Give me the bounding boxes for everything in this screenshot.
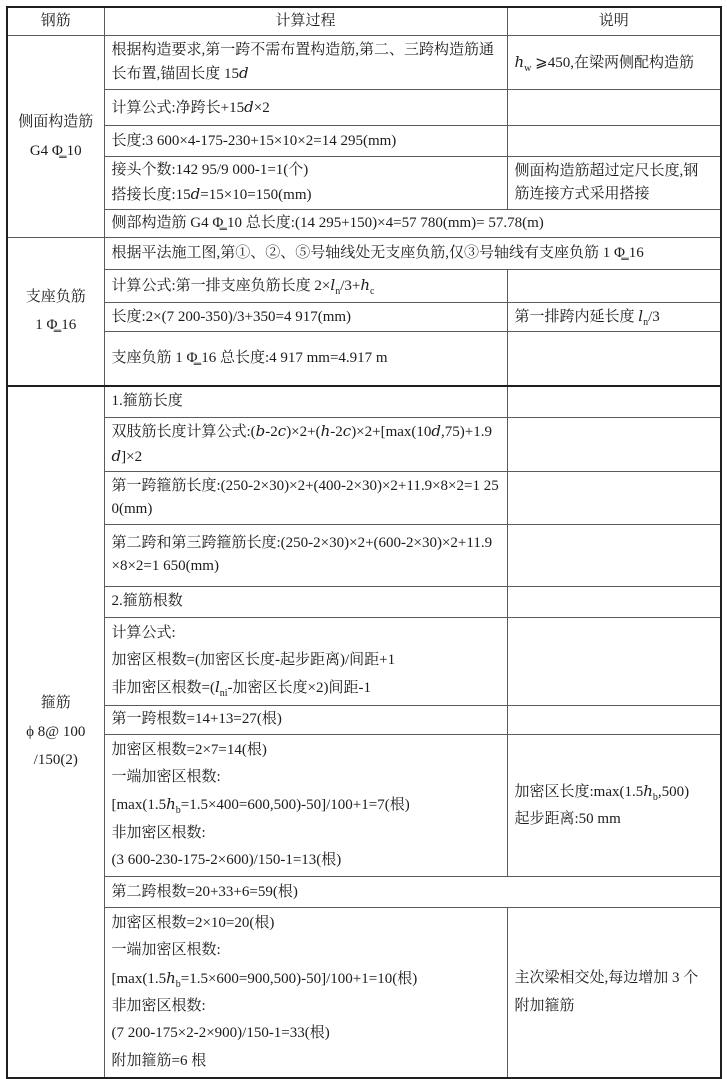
process-cell: 第一跨箍筋长度:(250-2×30)×2+(400-2×30)×2+11.9×8×2=1 250(mm) [104,471,507,524]
note-cell: $h_w$ ⩾450,在梁两侧配构造筋 [507,36,721,90]
note-cell: 加密区长度$:\max(1.5h_b,500)$ 起步距离:50 mm [507,734,721,876]
process-cell: 双肢筋长度计算公式:(b-2c)×2+(h-2c)×2+[max(10d,75)+1.9d]×2 [104,418,507,472]
note-cell: 侧面构造筋超过定尺长度,钢筋连接方式采用搭接 [507,157,721,210]
header-cell-note: 说明 [507,7,721,36]
note-cell [507,524,721,586]
process-cell: 第二跨和第三跨箍筋长度:(250-2×30)×2+(600-2×30)×2+11.9×8×2=1 650(mm) [104,524,507,586]
rebar-label-stirrup: 箍筋 ϕ 8@ 100 /150(2) [7,386,104,1078]
table-row [7,270,721,303]
note-cell [507,386,721,418]
note-cell: 主次梁相交处,每边增加 3 个附加箍筋 [507,908,721,1078]
rebar-label-support-bar: 支座负筋 1 Φ̳ 16 [7,238,104,386]
table-row [7,586,721,617]
process-cell: 计算公式: 加密区根数=(加密区长度-起步距离)/间距+1 非加密区根数$=(l_{ni}-$加密区长度×2)间距-1 [104,617,507,705]
process-cell: 计算公式:第一排支座负筋长度 $2\times l_n/3+h_c$ [104,270,507,303]
note-cell [507,418,721,472]
table-row [7,908,721,1078]
note-cell: 第一排跨内延长度 $l_n/3$ [507,303,721,332]
table-row [7,238,721,270]
note-cell [507,617,721,705]
table-row [7,332,721,386]
table-row [7,471,721,524]
table-row [7,877,721,908]
note-cell [507,586,721,617]
process-cell: 根据构造要求,第一跨不需布置构造筋,第二、三跨构造筋通长布置,锚固长度 15d [104,36,507,90]
table-row [7,524,721,586]
table-row [7,734,721,876]
table-row [7,90,721,126]
process-cell: 2.箍筋根数 [104,586,507,617]
header-cell-rebar: 钢筋 [7,7,104,36]
table-row [7,418,721,472]
process-cell-merged: 根据平法施工图,第①、②、⑤号轴线处无支座负筋,仅③号轴线有支座负筋 1 Φ̳ 16 [104,238,721,270]
process-cell: 长度:2×(7 200-350)/3+350=4 917(mm) [104,303,507,332]
process-cell: 计算公式:净跨长+15d×2 [104,90,507,126]
rebar-label-side-bar: 侧面构造筋 G4 Φ̳ 10 [7,36,104,238]
process-cell: 长度:3 600×4-175-230+15×10×2=14 295(mm) [104,126,507,157]
table-row [7,157,721,210]
note-cell [507,471,721,524]
note-cell [507,332,721,386]
rebar-calculation-table [6,6,722,1079]
process-cell: 加密区根数=2×7=14(根) 一端加密区根数: $[\max(1.5h_b=1.5\times 400=600,500)-50]/100+1=7$(根) 非加密区根数: (3 600-230-175-2×600)/150-1=13(根) [104,734,507,876]
note-cell [507,126,721,157]
table-row [7,705,721,734]
header-cell-process: 计算过程 [104,7,507,36]
process-cell-merged: 第二跨根数=20+33+6=59(根) [104,877,721,908]
table-row [7,209,721,237]
note-cell [507,90,721,126]
header-row [7,7,721,36]
table-row [7,386,721,418]
table-row [7,36,721,90]
process-cell: 加密区根数=2×10=20(根) 一端加密区根数: $[\max(1.5h_b=1.5\times 600=900,500)-50]/100+1=10$(根) 非加密区根数: (7 200-175×2-2×900)/150-1=33(根) 附加箍筋=6 根 [104,908,507,1078]
table-row [7,303,721,332]
process-cell-merged: 侧部构造筋 G4 Φ̳ 10 总长度:(14 295+150)×4=57 780(mm)= 57.78(m) [104,209,721,237]
table-row [7,617,721,705]
note-cell [507,270,721,303]
table-row [7,126,721,157]
note-cell [507,705,721,734]
process-cell: 接头个数:142 95/9 000-1=1(个) 搭接长度:15d=15×10=150(mm) [104,157,507,210]
process-cell: 支座负筋 1 Φ̳ 16 总长度:4 917 mm=4.917 m [104,332,507,386]
process-cell: 第一跨根数=14+13=27(根) [104,705,507,734]
process-cell: 1.箍筋长度 [104,386,507,418]
